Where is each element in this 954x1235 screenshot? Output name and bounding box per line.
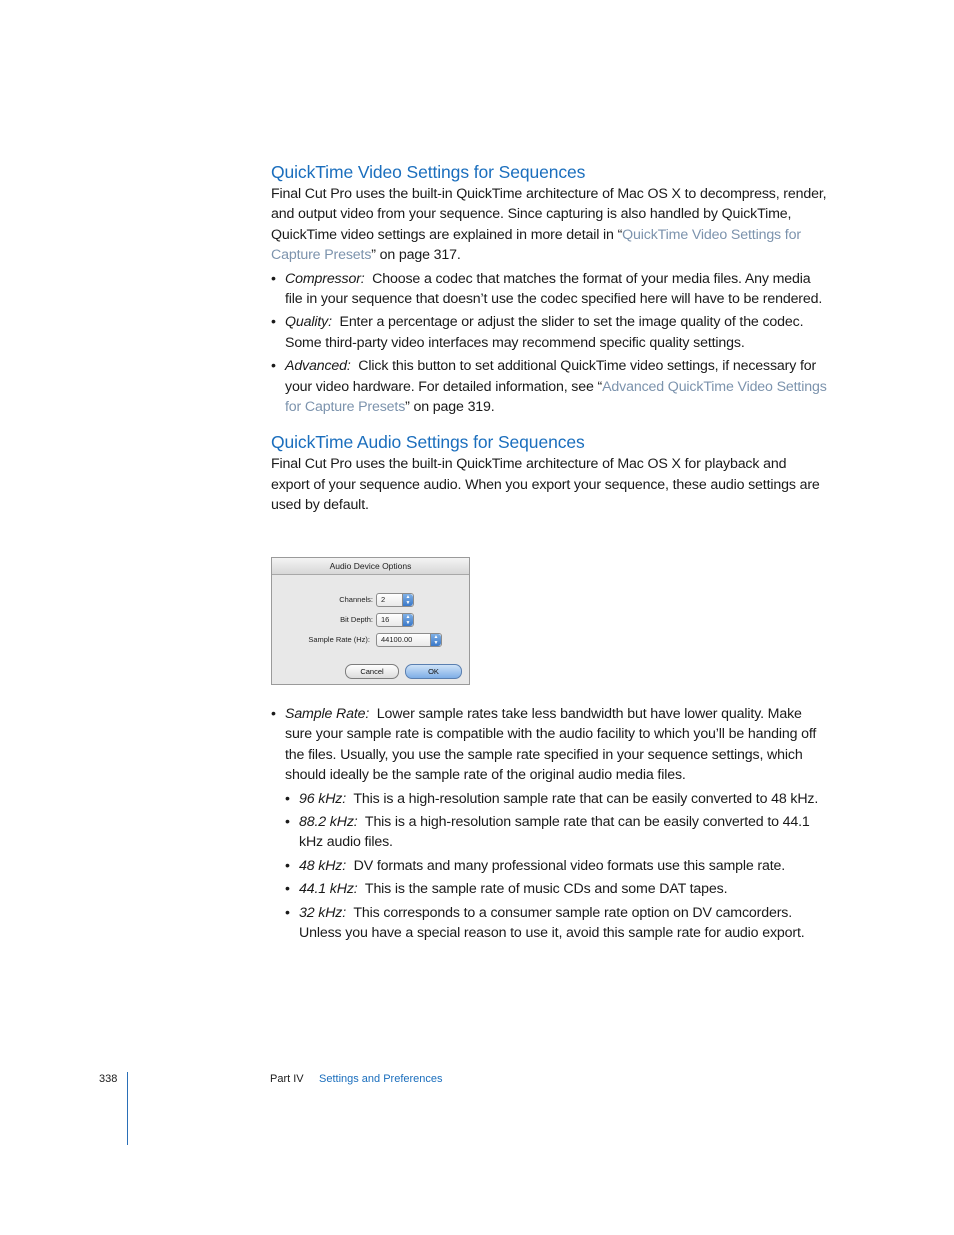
bit-depth-select[interactable]: 16 ▲ ▼ [376, 613, 414, 627]
part-label: Part IV [270, 1073, 304, 1085]
section-heading-audio: QuickTime Audio Settings for Sequences [271, 432, 585, 453]
audio-device-options-dialog [271, 557, 470, 685]
dialog-title: Audio Device Options [272, 558, 469, 575]
page-number: 338 [99, 1073, 118, 1085]
list-item-44-1khz: • 44.1 kHz: This is the sample rate of music CDs and some DAT tapes. [285, 879, 827, 899]
bit-depth-label: Bit Depth: [340, 615, 373, 624]
sample-rate-list [271, 704, 827, 943]
list-item-88-2khz: • 88.2 kHz: This is a high-resolution sample rate that can be easily converted to 44.1 kHz audio files. [285, 812, 827, 853]
part-title-link[interactable]: Settings and Preferences [319, 1073, 443, 1085]
sample-rate-options-list [285, 789, 827, 944]
list-item-96khz: • 96 kHz: This is a high-resolution sample rate that can be easily converted to 48 kHz. [285, 789, 827, 809]
list-item-compressor: • Compressor: Choose a codec that matches the format of your media files. Any media file in your sequence that doesn’t use the codec specified here will have to be rendered. [271, 269, 827, 310]
sample-rate-content [271, 704, 827, 946]
list-item-sample-rate: • Sample Rate: Lower sample rates take less bandwidth but have lower quality. Make sure your sample rate is compatible with the audio facility to which you’ll be handing off the files. Usually, you use the sample rate specified in your sequence settings, which should ideally be the sample rate of the original audio media files. • 96 kHz: This is a high-resolution sample rate that can be easily converted to 48 kHz. • 88.2 kHz: This is a high-resolution sample rate that can be easily converted to 44.1 kHz audio files. • 48 kHz: DV formats and many professional video formats use this sample rate. • 44.1 kHz: This is the sample rate of music CDs and some DAT tapes. • 32 kHz: This corresponds to a consumer sample rate option on DV camcorders. Unless you have a special reason to use it, avoid this sample rate for audio export. [271, 704, 827, 943]
section-heading-video: QuickTime Video Settings for Sequences [271, 162, 586, 182]
list-item-advanced: • Advanced: Click this button to set additional QuickTime video settings, if necessary for your video hardware. For detailed information, see “Advanced QuickTime Video Settings for Capture Presets” on page 319. [271, 356, 827, 417]
link-advanced-quicktime-video-settings[interactable]: Advanced QuickTime Video Settings for Capture Presets [285, 378, 827, 416]
stepper-arrows-icon: ▲ ▼ [430, 634, 441, 646]
ok-button[interactable]: OK [405, 664, 462, 679]
list-item-32khz: • 32 kHz: This corresponds to a consumer sample rate option on DV camcorders. Unless you have a special reason to use it, avoid this sample rate for audio export. [285, 903, 827, 944]
page-content [271, 160, 827, 516]
cancel-button[interactable]: Cancel [345, 664, 399, 679]
channels-label: Channels: [339, 595, 373, 604]
channels-select[interactable]: 2 ▲ ▼ [376, 593, 414, 607]
audio-intro-paragraph: Final Cut Pro uses the built-in QuickTime architecture of Mac OS X for playback and export of your sequence audio. When you export your sequence, these audio settings are used by default. [271, 456, 820, 514]
sample-rate-row [272, 633, 470, 647]
stepper-arrows-icon: ▲ ▼ [402, 614, 413, 626]
sample-rate-select[interactable]: 44100.00 ▲ ▼ [376, 633, 442, 647]
stepper-arrows-icon: ▲ ▼ [402, 594, 413, 606]
list-item-quality: • Quality: Enter a percentage or adjust the slider to set the image quality of the codec. Some third-party video interfaces may recommend specific quality settings. [271, 312, 827, 353]
link-quicktime-video-settings[interactable]: QuickTime Video Settings for Capture Presets [271, 226, 801, 264]
sample-rate-label: Sample Rate (Hz): [308, 635, 370, 644]
video-settings-section [271, 160, 827, 417]
video-settings-list [271, 269, 827, 418]
channels-row [272, 593, 470, 607]
video-intro-paragraph: Final Cut Pro uses the built-in QuickTime architecture of Mac OS X to decompress, render, and output video from your sequence. Since capturing is also handled by QuickTime, QuickTime video settings are explained in more detail in “QuickTime Video Settings for Capture Presets” on page 317. [271, 186, 827, 264]
audio-settings-section [271, 430, 827, 515]
list-item-48khz: • 48 kHz: DV formats and many professional video formats use this sample rate. [285, 856, 827, 876]
bit-depth-row [272, 613, 470, 627]
footer-divider [127, 1072, 128, 1145]
